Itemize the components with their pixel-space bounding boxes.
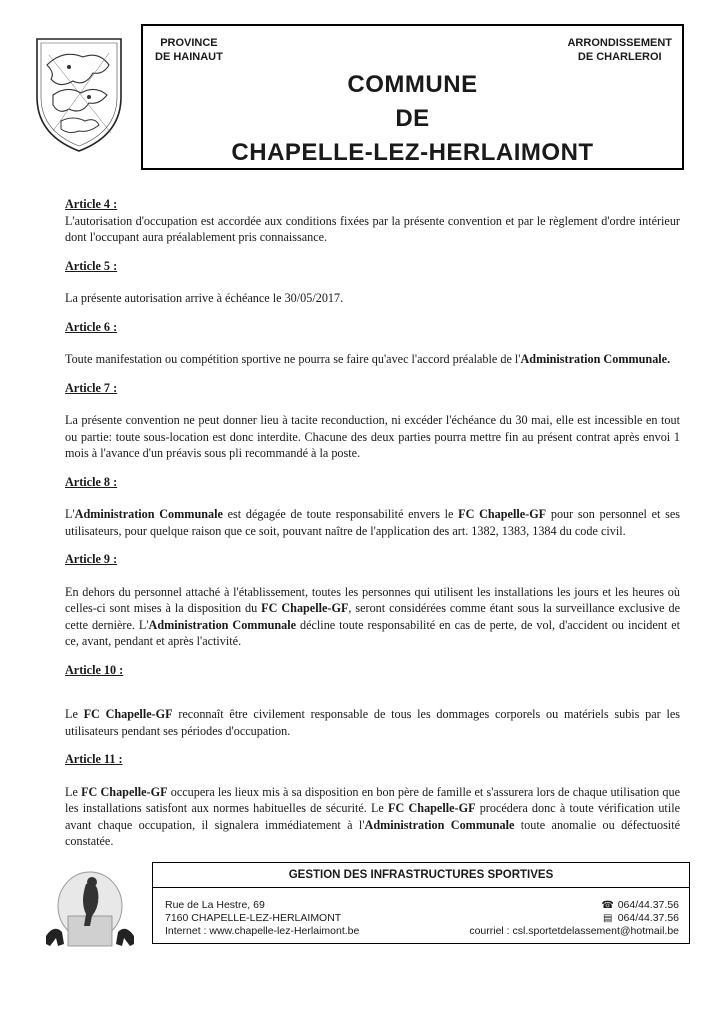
article-9-title: Article 9 : [65,552,118,566]
footer-contact [469,899,679,938]
article-9-text: En dehors du personnel attaché à l'établissement, toutes les personnes qui utilisent les installations les jours et les heures où celles-ci sont mises à la disposition du FC Chapelle-GF, seront considérées comme étant sous la surveillance exclusive de cette dernière. L'Administration Communale décline toute responsabilité en cas de perte, de vol, d'accident ou incident et ce, avant, pendant et après l'activité. [65,584,680,648]
title-line-2: DE [395,105,430,132]
phone-row [469,899,679,912]
article-7-title: Article 7 : [65,380,118,395]
article-4-text: L'autorisation d'occupation est accordée aux conditions fixées par la présente convention et par le règlement d'ordre intérieur dont l'occupant aura préalablement pris connaissance. [65,213,680,244]
convention-body [65,196,680,850]
arrondissement-line-1: ARRONDISSEMENT [567,37,672,49]
footer-box [152,862,690,944]
arrondissement-line-2: DE CHARLEROI [577,51,662,63]
article-10-text: Le FC Chapelle-GF reconnaît être civilement responsable de tous les dommages corporels ou matériels subis par les utilisateurs pendant ses périodes d'occupation. [65,707,680,738]
municipal-crest-logo [33,35,125,155]
footer-address [165,899,359,938]
email-link[interactable]: courriel : csl.sportetdelassement@hotmail.be [469,925,679,937]
arrondissement-label [567,36,672,64]
article-4-title: Article 4 : [65,197,118,211]
sports-service-logo [40,866,140,952]
article-5-title: Article 5 : [65,258,118,273]
article-7-text: La présente convention ne peut donner lieu à tacite reconduction, ni excéder l'échéance du 30 mai, elle est incessible en tout ou partie: toute sous-location est donc interdite. Chacune des deux parties pourra mettre fin au présent contrat après envoi 1 mois à l'avance d'un préavis sous pli recommandé à la poste. [65,413,680,460]
fax-row [469,912,679,925]
article-6-title: Article 6 : [65,319,118,334]
address-street: Rue de La Hestre, 69 [165,899,265,911]
article-11-title: Article 11 : [65,752,123,766]
article-8-title: Article 8 : [65,474,118,489]
article-6-text: Toute manifestation ou compétition sportive ne pourra se faire qu'avec l'accord préalable de l'Administration Communale. [65,352,671,366]
website-link[interactable]: Internet : www.chapelle-lez-Herlaimont.be [165,925,360,937]
province-label [155,36,223,64]
article-10-title: Article 10 : [65,662,124,677]
footer-divider [153,887,689,888]
fax-number: 064/44.37.56 [617,912,679,924]
footer-title: GESTION DES INFRASTRUCTURES SPORTIVES [288,869,554,881]
header-box [141,24,684,170]
article-11-text: Le FC Chapelle-GF occupera les lieux mis à sa disposition en bon père de famille et s'assurera lors de chaque utilisation que les installations satisfont aux normes habituelles de sécurité. Le FC Chapelle-GF procédera donc à toute vérification utile avant chaque occupation, il signalera immédiatement à l'Administration Communale toute anomalie ou défectuosité constatée. [65,784,681,848]
title-line-1: COMMUNE [347,71,478,98]
commune-title [143,68,682,170]
article-5-text: La présente autorisation arrive à échéance le 30/05/2017. [65,291,344,305]
title-line-3: CHAPELLE-LEZ-HERLAIMONT [231,139,594,166]
fax-icon: ▤ [603,913,613,924]
phone-number: 064/44.37.56 [617,899,679,911]
article-8-text: L'Administration Communale est dégagée de toute responsabilité envers le FC Chapelle-GF pour son personnel et ses utilisateurs, pour quelque raison que ce soit, pouvant naître de l'application des art. 1382, 1383, 1384 du code civil. [65,507,680,538]
address-city: 7160 CHAPELLE-LEZ-HERLAIMONT [165,912,342,924]
province-line-1: PROVINCE [160,37,218,49]
province-line-2: DE HAINAUT [155,51,223,63]
telephone-icon: ☎ [601,900,614,911]
